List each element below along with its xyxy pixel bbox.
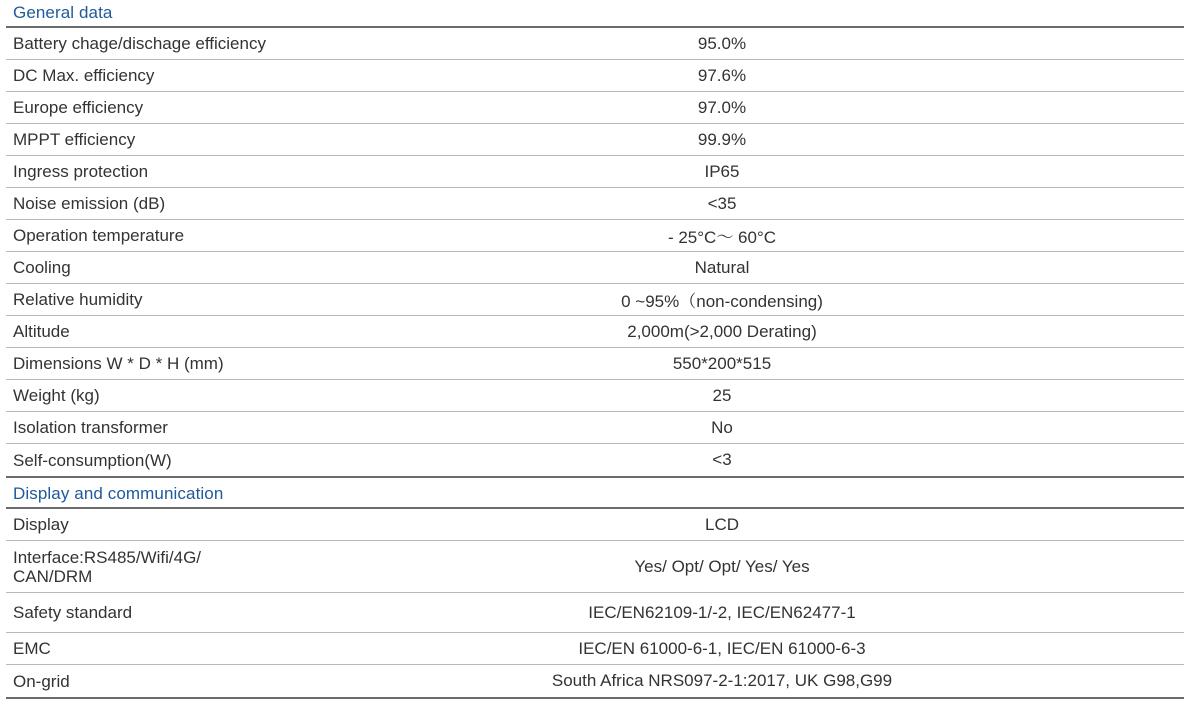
row-label: EMC (13, 639, 51, 658)
table-row (6, 509, 1184, 541)
section-title: General data (13, 3, 113, 22)
table-row (6, 156, 1184, 188)
row-value: IP65 (704, 161, 740, 181)
table-row (6, 92, 1184, 124)
row-value: South Africa NRS097-2-1:2017, UK G98,G99 (551, 671, 893, 690)
row-label: Dimensions W * D * H (mm) (13, 354, 224, 373)
row-label: Ingress protection (13, 162, 149, 181)
section-header-display-communication (6, 476, 1184, 509)
row-label (6, 548, 443, 586)
row-value: <3 (712, 450, 732, 469)
row-label-line: Interface:RS485/Wifi/4G/ (13, 547, 202, 567)
row-label: Cooling (13, 258, 71, 277)
table-row (6, 124, 1184, 156)
row-value: 95.0% (697, 33, 747, 53)
table-row (6, 316, 1184, 348)
table-row (6, 252, 1184, 284)
row-label: Weight (kg) (13, 386, 100, 405)
row-label: Battery chage/dischage efficiency (13, 34, 266, 53)
row-label: DC Max. efficiency (13, 66, 155, 85)
row-value: LCD (704, 514, 739, 534)
table-row (6, 348, 1184, 380)
table-row (6, 188, 1184, 220)
table-row (6, 444, 1184, 476)
row-label: Noise emission (dB) (13, 194, 166, 213)
table-row (6, 541, 1184, 593)
row-value: 99.9% (697, 129, 747, 149)
row-label: Relative humidity (13, 290, 143, 309)
table-row (6, 284, 1184, 316)
row-value: 550*200*515 (672, 353, 772, 373)
row-label-line: CAN/DRM (13, 566, 93, 586)
row-value: No (711, 417, 733, 437)
row-value: 25 (712, 385, 732, 405)
section-header-general-data (6, 0, 1184, 28)
row-value: 0 ~95%（non-condensing) (621, 292, 823, 311)
section-title: Display and communication (13, 484, 224, 503)
table-row (6, 28, 1184, 60)
row-label: Operation temperature (13, 226, 185, 245)
table-row (6, 60, 1184, 92)
row-value: 2,000m(>2,000 Derating) (627, 321, 817, 341)
row-value: <35 (707, 193, 737, 213)
table-row (6, 593, 1184, 633)
row-label: Altitude (13, 322, 70, 341)
row-label: Safety standard (13, 603, 133, 622)
row-label: MPPT efficiency (13, 130, 136, 149)
table-row (6, 665, 1184, 699)
spec-table (6, 0, 1184, 699)
row-value: IEC/EN 61000-6-1, IEC/EN 61000-6-3 (578, 638, 866, 658)
row-label: Display (13, 515, 69, 534)
table-row (6, 220, 1184, 252)
row-value: 97.6% (697, 65, 747, 85)
row-value: Natural (694, 257, 750, 277)
row-label: On-grid (13, 671, 70, 691)
row-value: - 25°C～ 60°C (667, 228, 777, 247)
table-row (6, 412, 1184, 444)
row-value: Yes/ Opt/ Opt/ Yes/ Yes (634, 556, 810, 576)
row-label: Europe efficiency (13, 98, 144, 117)
table-row (6, 633, 1184, 665)
table-row (6, 380, 1184, 412)
row-label: Self-consumption(W) (13, 450, 172, 470)
row-label: Isolation transformer (13, 418, 168, 437)
row-value: 97.0% (697, 97, 747, 117)
row-value: IEC/EN62109-1/-2, IEC/EN62477-1 (588, 602, 856, 622)
